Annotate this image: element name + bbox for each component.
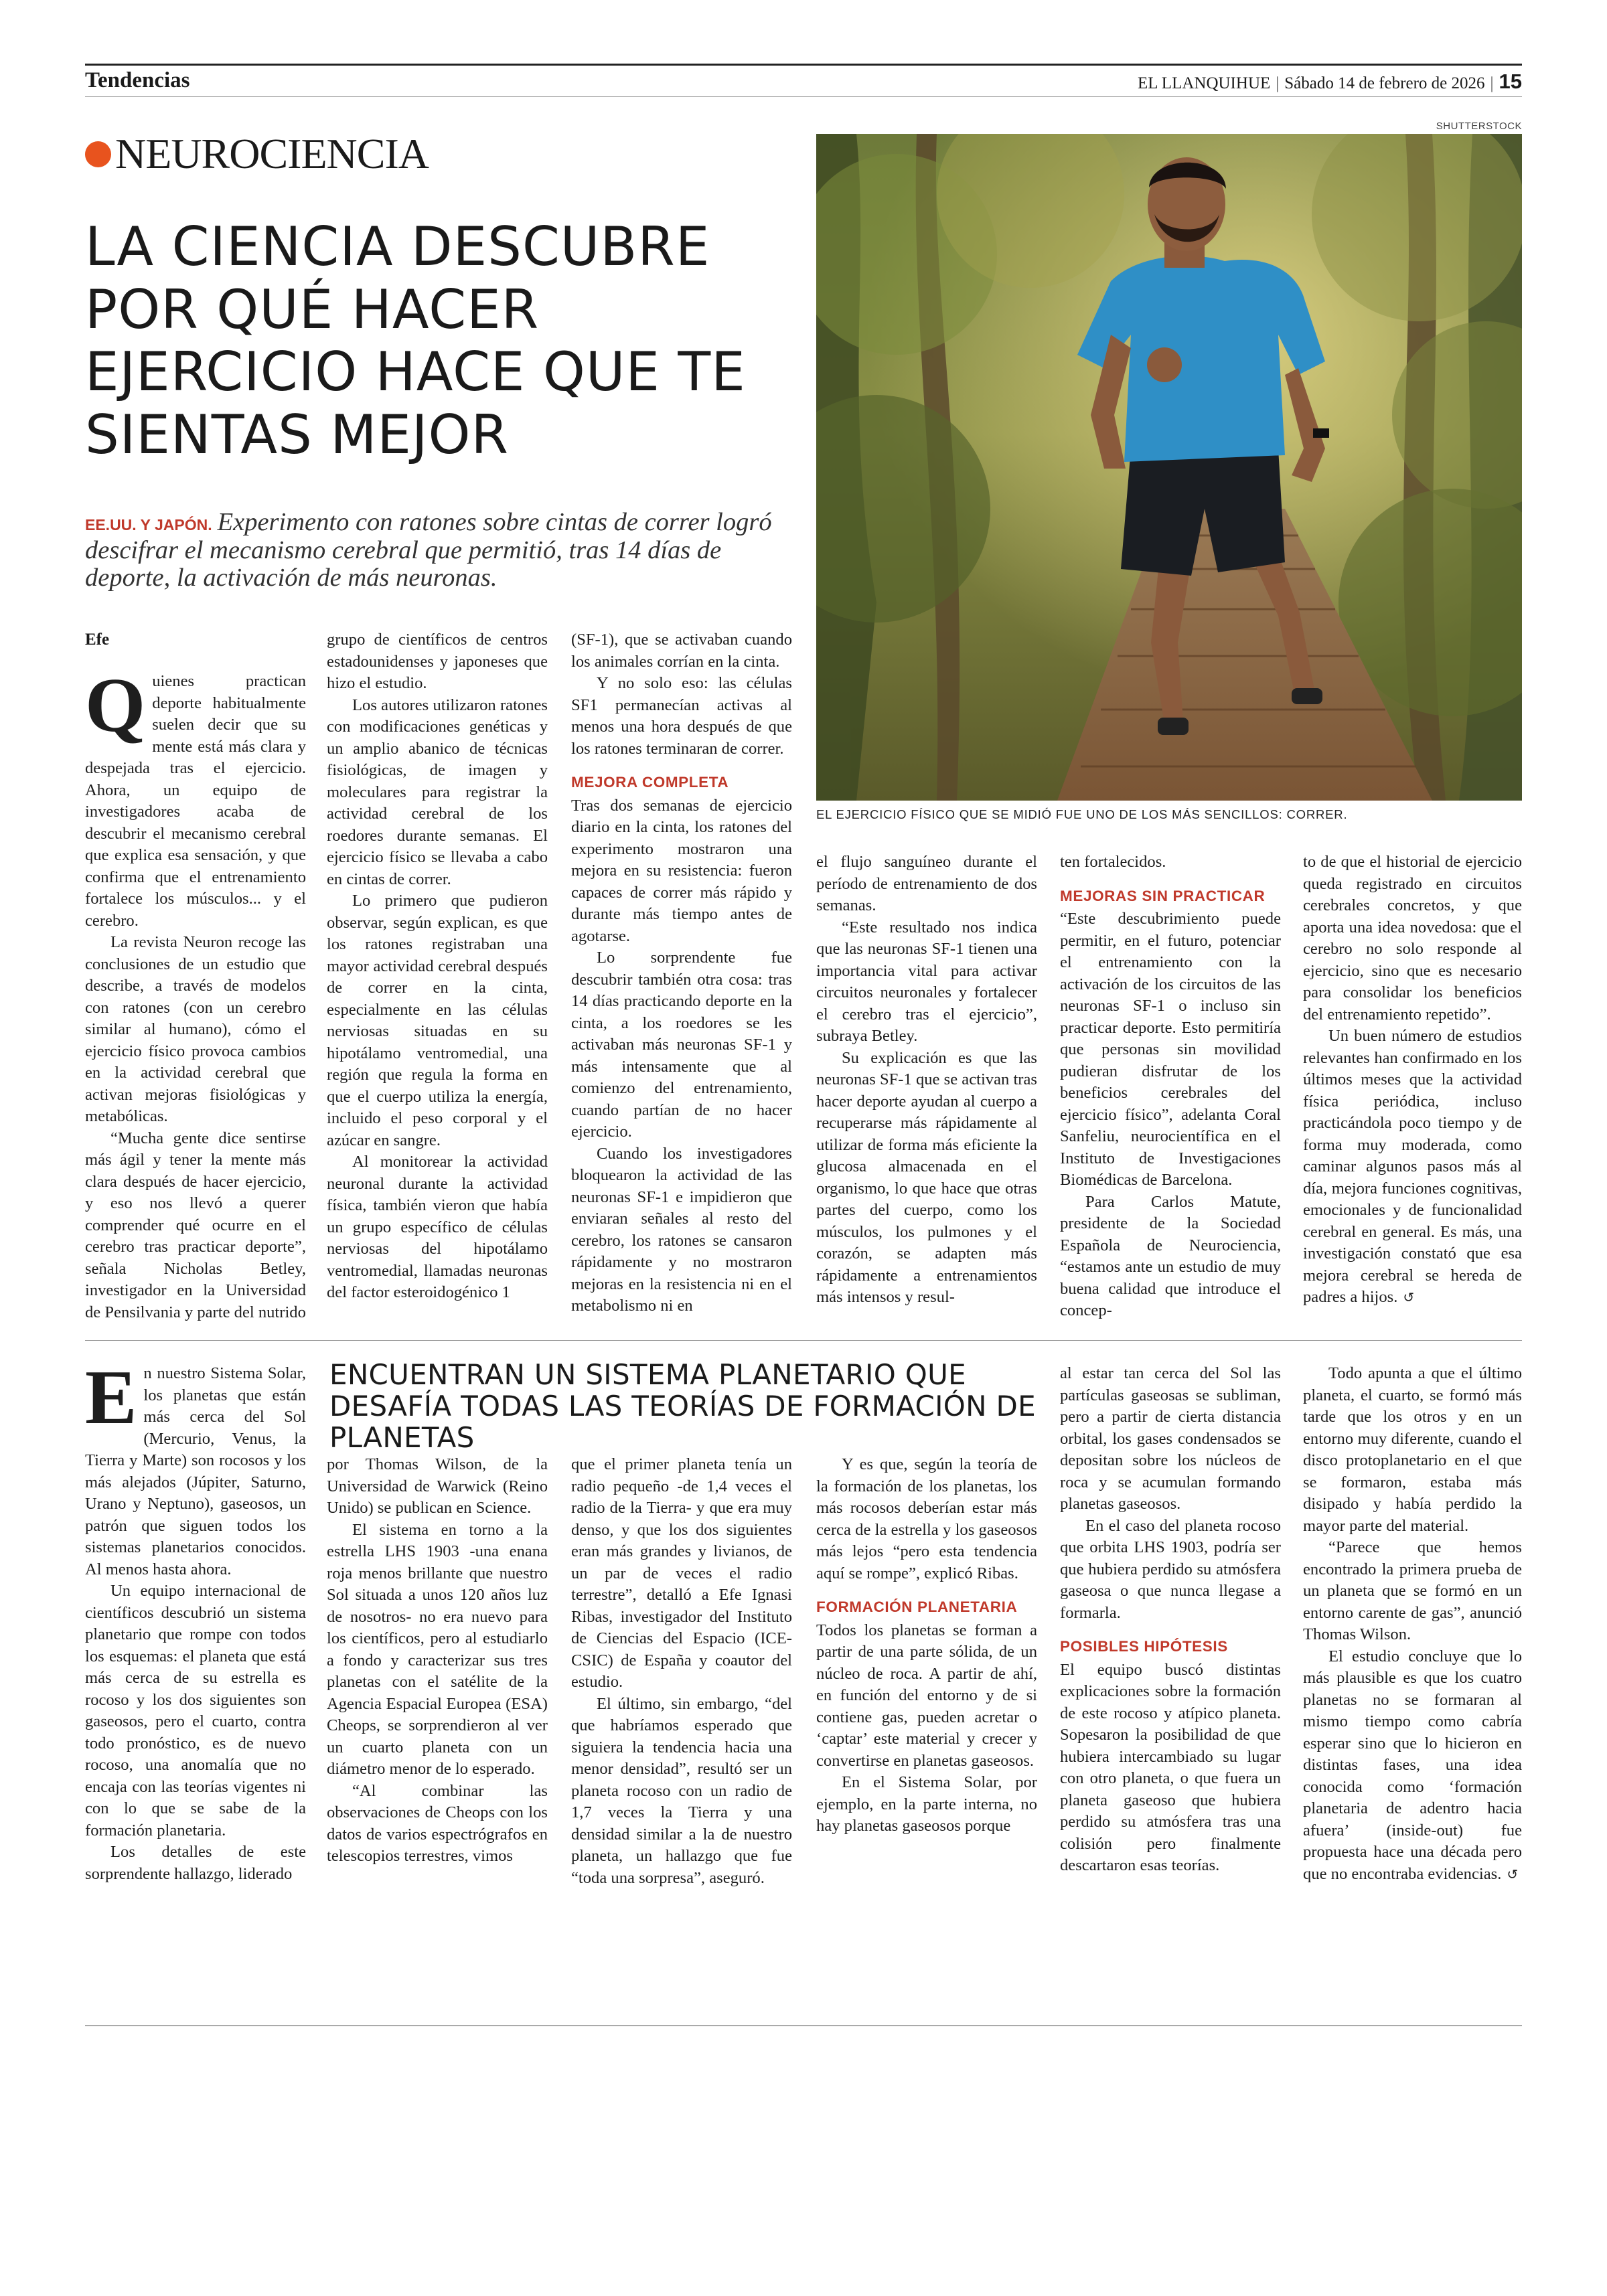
section-name: Tendencias — [85, 68, 190, 92]
header-top-rule — [85, 64, 1522, 66]
photo-caption: EL EJERCICIO FÍSICO QUE SE MIDIÓ FUE UNO DE LOS MÁS SENCILLOS: CORRER. — [816, 807, 1348, 821]
paragraph: Los detalles de este sorprendente hallazgo, liderado — [85, 1843, 306, 1883]
paragraph: n nuestro Sistema Solar, los planetas que están más cerca del Sol (Mercurio, Venus, la Tierra y Marte) son rocosos y los más alejados (Júpiter, Saturno, Urano y Neptuno), gaseosos, un patrón que siguen todos los sistemas planetarios conocidos. Al menos hasta ahora. — [85, 1364, 306, 1578]
end-mark-icon: ↺ — [1403, 1291, 1415, 1305]
header-separator: | — [1490, 74, 1494, 92]
issue-date: Sábado 14 de febrero de 2026 — [1284, 74, 1485, 92]
article2-column-3 — [571, 1454, 792, 1889]
paragraph: Cuando los investigadores bloquearon la actividad de las neuronas SF-1 e impidieron que enviaran señales al resto del cerebro, los ratones se cansaron rápidamente y no mostraron mejoras en la resistencia ni en el metabolismo ni en — [571, 1144, 792, 1315]
subheading: POSIBLES HIPÓTESIS — [1060, 1638, 1228, 1655]
article2-column-4 — [816, 1454, 1037, 1837]
paragraph: En el caso del planeta rocoso que orbita LHS 1903, podría ser que hubiera perdido su atmósfera gaseosa o que nunca llegase a formarla. — [1060, 1516, 1281, 1622]
paragraph-text: Un buen número de estudios relevantes han confirmado en los últimos meses que la actividad física periódica, incluso practicándola poco tiempo y de forma muy moderada, como caminar algunos pasos más al día, mejora funciones cognitivas, emocionales y de funcionalidad cerebral en general. Es más, una investigación constató que esa mejora cerebral se hereda de padres a hijos. — [1303, 1027, 1522, 1306]
article1-column-2 — [327, 629, 548, 1304]
kicker-dot-icon — [85, 141, 111, 167]
newspaper-name: EL LLANQUIHUE — [1137, 74, 1271, 92]
paragraph: Su explicación es que las neuronas SF-1 que se activan tras hacer deporte ayudan al cuerpo a recuperarse más rápidamente al utilizar de forma más eficiente la glucosa almacenada en el organismo, lo que hace que otras partes del cuerpo, como los músculos, los pulmones y el corazón, se adapten más rápidamente a entrenamientos más intensos y resul- — [816, 1048, 1037, 1306]
paragraph-text: El estudio concluye que lo más plausible es que los cuatro planetas no se formaran al mismo tiempo como cabría esperar sino que lo hicieron en distintas fases, una idea conocida como ‘formación planetaria de adentro hacia afuera’ (inside-out) fue propuesta hace una década pero que no encontraba evidencias. — [1303, 1647, 1522, 1883]
paragraph: uienes practican deporte habitualmente suelen decir que su mente está más clara y despejada tras el ejercicio. Ahora, un equipo de investigadores acaba de descubrir el mecanismo cerebral que explica esa sensación, y que confirma que el entrenamiento fortalece los músculos... y el cerebro. — [85, 672, 306, 930]
paragraph: Para Carlos Matute, presidente de la Sociedad Española de Neurociencia, “estamos ante un estudio de muy buena calidad que introduce el concep- — [1060, 1192, 1281, 1319]
paragraph: “Al combinar las observaciones de Cheops con los datos de varios espectrógrafos en telescopios terrestres, vimos — [327, 1781, 548, 1865]
paragraph: grupo de científicos de centros estadounidenses y japoneses que hizo el estudio. — [327, 631, 548, 692]
paragraph: Los autores utilizaron ratones con modificaciones genéticas y un amplio abanico de técnicas fisiológicas, de imagen y moleculares para registrar la actividad cerebral de los roedores durante semanas. El ejercicio físico se llevaba a cabo en cintas de correr. — [327, 695, 548, 888]
paragraph: el flujo sanguíneo durante el período de entrenamiento de dos semanas. — [816, 853, 1037, 914]
article2-column-5 — [1060, 1363, 1281, 1877]
paragraph: Lo sorprendente fue descubrir también otra cosa: tras 14 días practicando deporte en la cinta, a los roedores se les activaban más neuronas SF-1 y más intensamente que al comienzo del entrenamiento, cuando partían de no hacer ejercicio. — [571, 949, 792, 1141]
paragraph: Y no solo eso: las células SF1 permanecían activas al menos una hora después de que los ratones terminaran de correr. — [571, 674, 792, 758]
paragraph: Y es que, según la teoría de la formación de los planetas, los más rocosos deberían estar más cerca de la estrella y los gaseosos más lejos “pero esta tendencia aquí se rompe”, explicó Ribas. — [816, 1455, 1037, 1582]
header-bottom-rule — [85, 96, 1522, 97]
page-number: 15 — [1499, 70, 1522, 93]
paragraph: La revista Neuron recoge las conclusiones de un estudio que describe, a través de modelos con ratones (con un cerebro similar al humano), cómo el ejercicio físico provoca cambios en la actividad cerebral que activan mejoras fisiológicas y metabólicas. — [85, 933, 306, 1125]
article-headline: LA CIENCIA DESCUBRE POR QUÉ HACER EJERCICIO HACE QUE TE SIENTAS MEJOR — [85, 216, 746, 466]
article-separator — [85, 1340, 1522, 1341]
paragraph: to de que el historial de ejercicio queda registrado en circuitos cerebrales concretos, y que aporta una idea novedosa: que el cerebro no solo responde al ejercicio, sino que es necesario para consolidar los beneficios del entrenamiento repetido”. — [1303, 853, 1522, 1023]
paragraph: “Parece que hemos encontrado la primera prueba de un planeta que se formó en un entorno carente de gas”, anunció Thomas Wilson. — [1303, 1538, 1522, 1643]
subhead-text: Experimento con ratones sobre cintas de correr logró descifrar el mecanismo cerebral que permitió, tras 14 días de deporte, la activación de más neuronas. — [85, 508, 772, 592]
paragraph: (SF-1), que se activaban cuando los animales corrían en la cinta. — [571, 631, 792, 671]
kicker-label: NEUROCIENCIA — [115, 130, 429, 177]
dropcap: E — [85, 1355, 137, 1441]
subheading: MEJORAS SIN PRACTICAR — [1060, 887, 1266, 904]
paragraph: Todos los planetas se forman a partir de una parte sólida, de un núcleo de roca. A partir de ahí, en función del entorno y de si contiene gas, pueden acretar o ‘captar’ este material y crecer y convertirse en planetas gaseosos. — [816, 1621, 1037, 1770]
paragraph: “Mucha gente dice sentirse más ágil y tener la mente más clara después de hacer ejercicio, y eso nos llevó a querer comprender qué ocurre en el cerebro tras practicar deporte”, señala Nicholas Betley, investigador en la Universidad de Pensilvania y parte del nutrido — [85, 1129, 306, 1321]
end-mark-icon: ↺ — [1507, 1867, 1519, 1882]
paragraph: que el primer planeta tenía un radio pequeño -de 1,4 veces el radio de la Tierra- y que era muy denso, y que los dos siguientes eran más grandes y livianos, de un par de veces el radio terrestre”, detalló a Efe Ignasi Ribas, investigador del Instituto de Ciencias del Espacio (ICE-CSIC) de España y coautor del estudio. — [571, 1455, 792, 1691]
runner-illustration — [816, 134, 1522, 801]
paragraph: Un equipo internacional de científicos descubrió un sistema planetario que rompe con todos los esquemas: el planeta que está más cerca de su estrella es rocoso y los dos siguientes son gaseosos, pero el cuarto, contra todo pronóstico, es de nuevo rocoso, una anomalía que no encaja con las teorías vigentes ni con lo que se sabe de la formación planetaria. — [85, 1582, 306, 1839]
section-kicker — [85, 130, 429, 177]
footer-rule — [85, 2025, 1522, 2026]
article2-headline: ENCUENTRAN UN SISTEMA PLANETARIO QUE DESAFÍA TODAS LAS TEORÍAS DE FORMACIÓN DE PLANETAS — [329, 1358, 1036, 1455]
paragraph: En el Sistema Solar, por ejemplo, en la parte interna, no hay planetas gaseosos porque — [816, 1773, 1037, 1835]
paragraph — [1303, 1026, 1522, 1309]
paragraph: El equipo buscó distintas explicaciones sobre la formación de este rocoso y atípico planeta. Sopesaron la posibilidad de que hubiera intercambiado su lugar con otro planeta, o que fuera un planeta gaseoso que hubiera perdido su atmósfera tras una colisión pero finalmente descartaron esas teorías. — [1060, 1660, 1281, 1874]
article-subhead — [85, 509, 788, 592]
paragraph: El sistema en torno a la estrella LHS 1903 -una enana roja menos brillante que nuestro Sol situada a unos 120 años luz de nosotros- no era nuevo para los científicos, pero al estudiarlo a fondo y caracterizar sus tres planetas con el satélite de la Agencia Espacial Europea (ESA) Cheops, se sorprendieron al ver un cuarto planeta con un diámetro menor de lo esperado. — [327, 1520, 548, 1778]
dropcap: Q — [85, 663, 146, 748]
paragraph: al estar tan cerca del Sol las partículas gaseosas se subliman, pero a partir de cierta distancia orbital, los gases condensados se depositan sobre los núcleos de roca y se acumulan formando planetas gaseosos. — [1060, 1364, 1281, 1513]
article1-column-1 — [85, 663, 306, 1323]
paragraph: Todo apunta a que el último planeta, el cuarto, se formó más tarde que los otros y en un entorno muy diferente, cuando el disco protoplanetario en el que se formaron, estaba más disipado y había perdido la mayor parte del material. — [1303, 1364, 1522, 1535]
subheading: MEJORA COMPLETA — [571, 774, 729, 791]
photo-credit: SHUTTERSTOCK — [1436, 120, 1522, 132]
paragraph: “Este resultado nos indica que las neuronas SF-1 tienen una importancia vital para activar circuitos neuronales y fortalecer el cerebro tras el ejercicio”, subraya Betley. — [816, 918, 1037, 1045]
article1-column-4 — [816, 851, 1037, 1309]
paragraph: Tras dos semanas de ejercicio diario en la cinta, los ratones del experimento mostraron una mejora en su resistencia: fueron capaces de correr más rápido y durante más tiempo antes de agotarse. — [571, 796, 792, 945]
header-info — [1138, 70, 1522, 94]
subheading: FORMACIÓN PLANETARIA — [816, 1598, 1018, 1615]
article1-column-6 — [1303, 851, 1522, 1309]
article2-column-1 — [85, 1355, 306, 1885]
subhead-location: EE.UU. Y JAPÓN. — [85, 516, 212, 534]
article1-column-5 — [1060, 851, 1281, 1322]
runner-photo — [816, 134, 1522, 801]
paragraph: El último, sin embargo, “del que habríamos esperado que siguiera la tendencia hacia una menor densidad”, resultó ser un planeta rocoso con un radio de 1,7 veces la Tierra y una densidad similar a la de nuestro planeta, un hallazgo que fue “toda una sorpresa”, aseguró. — [571, 1694, 792, 1887]
paragraph: por Thomas Wilson, de la Universidad de Warwick (Reino Unido) se publican en Science. — [327, 1455, 548, 1517]
paragraph: Al monitorear la actividad neuronal durante la actividad física, también vieron que había un grupo específico de células nerviosas del hipotálamo ventromedial, llamadas neuronas del factor esteroidogénico 1 — [327, 1153, 548, 1301]
byline: Efe — [85, 631, 110, 649]
paragraph — [1303, 1646, 1522, 1886]
paragraph: ten fortalecidos. — [1060, 853, 1166, 871]
paragraph: “Este descubrimiento puede permitir, en el futuro, potenciar el entrenamiento con la activación de los circuitos de las neuronas SF-1 o incluso sin practicar deporte. Esto permitiría que personas sin movilidad pudieran disfrutar de los beneficios cerebrales del ejercicio físico”, adelanta Coral Sanfeliu, neurocientífica en el Instituto de Investigaciones Biomédicas de Barcelona. — [1060, 910, 1281, 1189]
article2-column-2 — [327, 1454, 548, 1868]
article2-column-6 — [1303, 1363, 1522, 1886]
header-separator: | — [1276, 74, 1280, 92]
article1-column-3 — [571, 629, 792, 1317]
paragraph: Lo primero que pudieron observar, según explican, es que los ratones registraban una mayor actividad cerebral después de correr en la cinta, especialmente en las células nerviosas situadas en su hipotálamo ventromedial, una región que regula la forma en que el cuerpo utiliza la energía, incluido el peso corporal y el azúcar en sangre. — [327, 892, 548, 1149]
